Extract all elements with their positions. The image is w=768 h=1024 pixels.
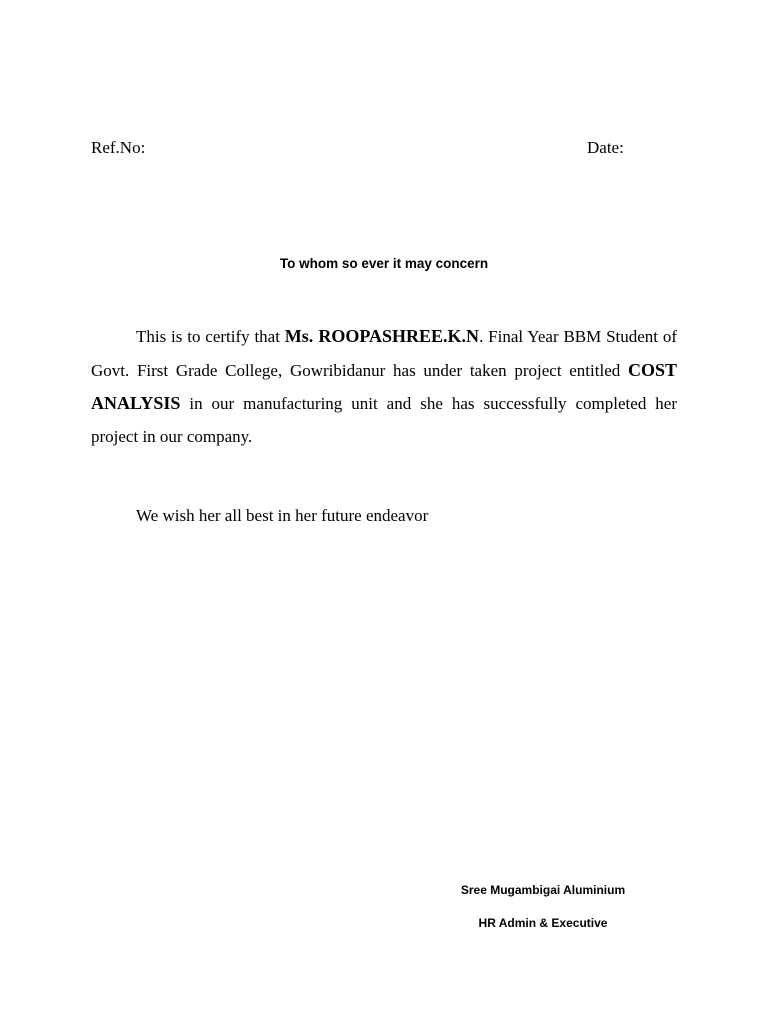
project-title: COST ANALYSIS — [91, 359, 677, 413]
company-name: Sree Mugambigai Aluminium — [460, 883, 626, 897]
wishes-paragraph: We wish her all best in her future endeavor — [136, 506, 429, 525]
ref-no-label: Ref.No: — [91, 138, 146, 157]
student-name: Ms. ROOPASHREE.K.N — [284, 326, 480, 346]
signatory-designation: HR Admin & Executive — [478, 916, 608, 930]
certify-text-intro: This is to certify that — [136, 327, 285, 346]
certify-text-middle: . Final Year BBM Student of Govt. First Grade College, Gowribidanur has under taken project entitled — [91, 327, 678, 380]
certify-text-end: in our manufacturing unit and she has successfully completed her project in our company. — [91, 394, 677, 446]
date-label: Date: — [587, 138, 624, 157]
certification-paragraph — [91, 320, 677, 453]
salutation-heading: To whom so ever it may concern — [279, 256, 489, 271]
